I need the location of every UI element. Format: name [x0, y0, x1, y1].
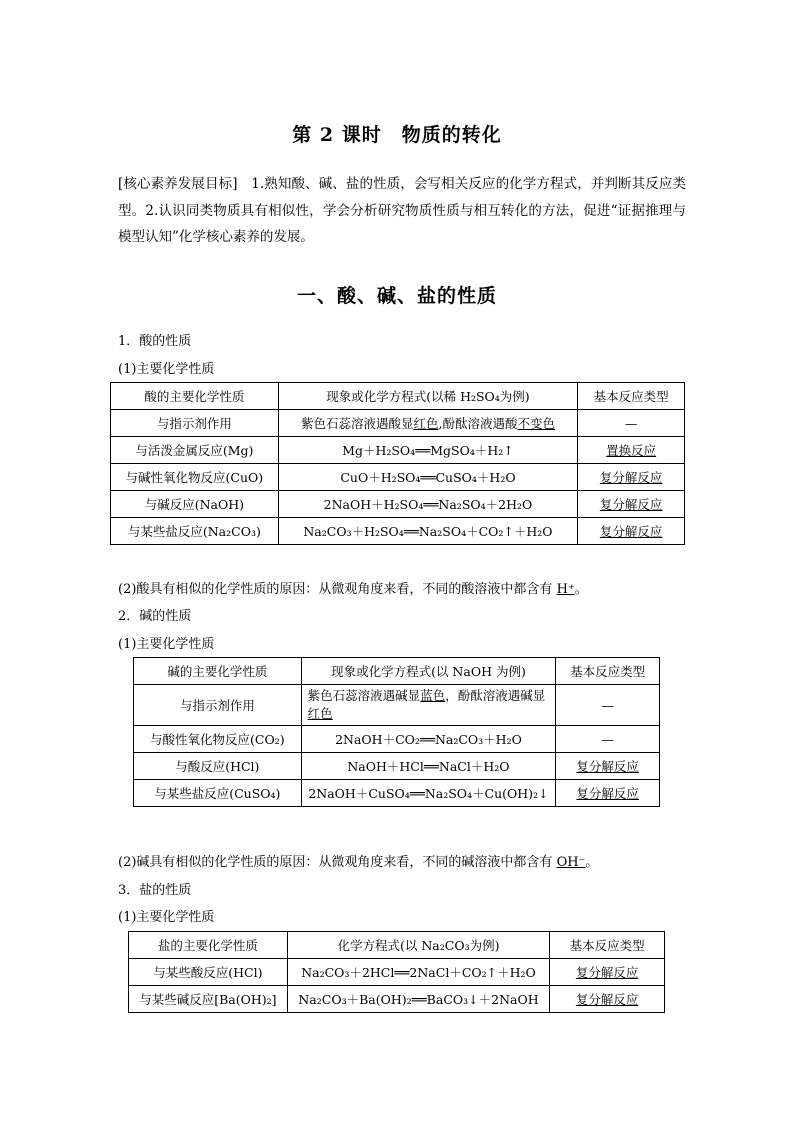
base-sub1: (1)主要化学性质	[118, 637, 215, 652]
acid-properties-table	[110, 382, 685, 545]
salt-properties-table	[128, 931, 665, 1013]
equation-text: ，酚酞溶液遇碱显	[445, 688, 546, 703]
table-row	[111, 464, 685, 491]
property-cell: 与某些盐反应(CuSO₄)	[134, 780, 302, 807]
answer-blank: 不变色	[517, 416, 555, 431]
answer-blank: 置换反应	[606, 443, 657, 458]
equation-text: 紫色石蕊溶液遇碱显	[307, 688, 421, 703]
table-row	[111, 518, 685, 545]
answer-blank: 复分解反应	[575, 965, 639, 980]
property-cell: 与酸性氧化物反应(CO₂)	[134, 726, 302, 753]
table-header-cell: 基本反应类型	[550, 932, 665, 959]
answer-blank: 蓝色	[420, 688, 446, 703]
equation-cell: 2NaOH＋H₂SO₄══Na₂SO₄＋2H₂O	[278, 491, 577, 518]
reaction-type-cell: —	[556, 726, 660, 753]
equation-cell: Na₂CO₃＋2HCl══2NaCl＋CO₂↑＋H₂O	[287, 959, 550, 986]
acid-sub2-text: (2)酸具有相似的化学性质的原因：从微观角度来看，不同的酸溶液中都含有	[118, 582, 557, 597]
table-header-cell: 基本反应类型	[556, 658, 660, 685]
property-cell: 与碱性氧化物反应(CuO)	[111, 464, 279, 491]
acid-sub2	[118, 578, 588, 597]
table-row	[111, 491, 685, 518]
table-row	[111, 437, 685, 464]
acid-sub2-end: 。	[574, 582, 588, 597]
equation-cell: Mg＋H₂SO₄══MgSO₄＋H₂↑	[278, 437, 577, 464]
equation-text: 紫色石蕊溶液遇酸显	[300, 416, 414, 431]
answer-blank: 复分解反应	[576, 759, 639, 774]
table-row	[134, 685, 660, 726]
reaction-type-cell	[550, 986, 665, 1013]
equation-text: ,酚酞溶液遇酸	[438, 416, 518, 431]
equation-cell: 2NaOH＋CuSO₄══Na₂SO₄＋Cu(OH)₂↓	[301, 780, 556, 807]
answer-blank: 复分解反应	[575, 992, 639, 1007]
reaction-type-cell	[578, 518, 685, 545]
property-cell: 与指示剂作用	[134, 685, 302, 726]
reaction-type-cell	[578, 437, 685, 464]
table-header-cell: 现象或化学方程式(以稀 H₂SO₄为例)	[278, 383, 577, 410]
table-header-cell: 盐的主要化学性质	[129, 932, 288, 959]
answer-blank: 复分解反应	[599, 470, 663, 485]
core-goals-paragraph	[118, 171, 686, 251]
lesson-title: 第 2 课时 物质的转化	[292, 124, 502, 146]
property-cell: 与酸反应(HCl)	[134, 753, 302, 780]
salt-heading: 3．盐的性质	[118, 883, 192, 898]
answer-blank: 复分解反应	[599, 497, 663, 512]
reaction-type-cell	[556, 753, 660, 780]
equation-cell: CuO＋H₂SO₄══CuSO₄＋H₂O	[278, 464, 577, 491]
answer-blank: 红色	[413, 416, 439, 431]
equation-cell: 2NaOH＋CO₂══Na₂CO₃＋H₂O	[301, 726, 556, 753]
section-title: 一、酸、碱、盐的性质	[296, 285, 497, 307]
reaction-type-cell	[550, 959, 665, 986]
equation-cell: NaOH＋HCl══NaCl＋H₂O	[301, 753, 556, 780]
answer-blank: OH⁻	[556, 855, 586, 870]
table-header-cell: 基本反应类型	[578, 383, 685, 410]
table-header-row	[129, 932, 665, 959]
answer-blank: 红色	[307, 706, 333, 721]
salt-sub1: (1)主要化学性质	[118, 910, 215, 925]
table-row	[134, 780, 660, 807]
reaction-type-cell: —	[578, 410, 685, 437]
property-cell: 与活泼金属反应(Mg)	[111, 437, 279, 464]
base-heading: 2．碱的性质	[118, 609, 192, 624]
table-row	[134, 726, 660, 753]
core-goals-tag: [核心素养发展目标]	[118, 176, 238, 192]
property-cell: 与某些盐反应(Na₂CO₃)	[111, 518, 279, 545]
table-header-row	[134, 658, 660, 685]
reaction-type-cell	[578, 464, 685, 491]
table-row	[134, 753, 660, 780]
base-sub2-end: 。	[585, 855, 599, 870]
acid-heading: 1．酸的性质	[118, 334, 192, 349]
table-row	[129, 986, 665, 1013]
reaction-type-cell: —	[556, 685, 660, 726]
answer-blank: H⁺	[556, 582, 575, 597]
table-row	[129, 959, 665, 986]
property-cell: 与某些酸反应(HCl)	[129, 959, 288, 986]
property-cell: 与碱反应(NaOH)	[111, 491, 279, 518]
property-cell: 与指示剂作用	[111, 410, 279, 437]
table-header-row	[111, 383, 685, 410]
acid-sub1: (1)主要化学性质	[118, 362, 215, 377]
table-header-cell: 现象或化学方程式(以 NaOH 为例)	[301, 658, 556, 685]
reaction-type-cell	[556, 780, 660, 807]
base-sub2	[118, 851, 598, 870]
core-goals-text: 1.熟知酸、碱、盐的性质，会写相关反应的化学方程式，并判断其反应类型。2.认识同类物质具有相似性，学会分析研究物质性质与相互转化的方法，促进“证据推理与模型认知”化学核心素养的发展。	[118, 176, 686, 245]
equation-cell	[278, 410, 577, 437]
base-sub2-text: (2)碱具有相似的化学性质的原因：从微观角度来看，不同的碱溶液中都含有	[118, 855, 557, 870]
base-properties-table	[133, 657, 660, 807]
equation-cell: Na₂CO₃＋Ba(OH)₂══BaCO₃↓＋2NaOH	[287, 986, 550, 1013]
table-row	[111, 410, 685, 437]
reaction-type-cell	[578, 491, 685, 518]
property-cell: 与某些碱反应[Ba(OH)₂]	[129, 986, 288, 1013]
equation-cell	[301, 685, 556, 726]
table-header-cell: 碱的主要化学性质	[134, 658, 302, 685]
table-header-cell: 酸的主要化学性质	[111, 383, 279, 410]
answer-blank: 复分解反应	[599, 524, 663, 539]
answer-blank: 复分解反应	[576, 786, 639, 801]
equation-cell: Na₂CO₃＋H₂SO₄══Na₂SO₄＋CO₂↑＋H₂O	[278, 518, 577, 545]
table-header-cell: 化学方程式(以 Na₂CO₃为例)	[287, 932, 550, 959]
